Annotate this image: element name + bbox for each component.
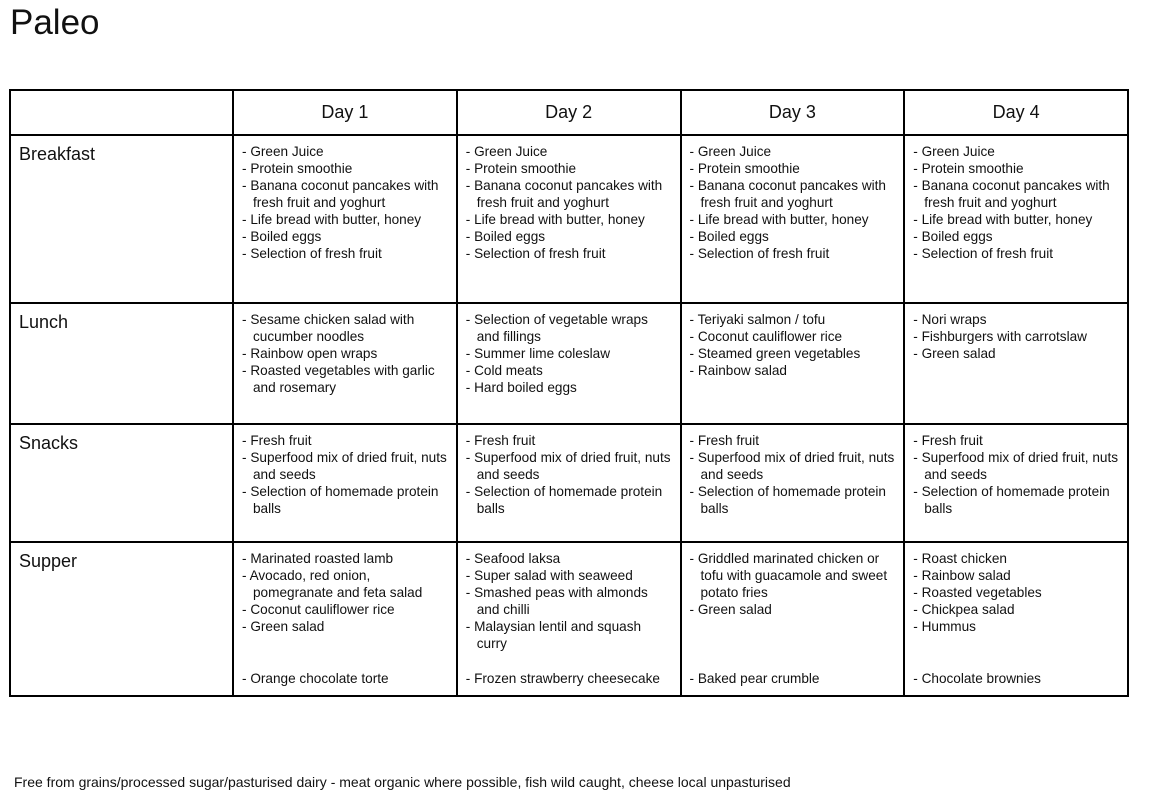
list-item: - Seafood laksa <box>466 550 674 567</box>
list-item: - Green salad <box>913 345 1121 362</box>
list-item: - Fresh fruit <box>690 432 898 449</box>
list-item: - Life bread with butter, honey <box>690 211 898 228</box>
item-list <box>234 543 456 635</box>
item-list <box>905 304 1127 362</box>
list-item: - Nori wraps <box>913 311 1121 328</box>
dessert-item: - Chocolate brownies <box>913 670 1041 687</box>
meal-label: Lunch <box>19 312 69 332</box>
day-header: Day 3 <box>681 90 905 135</box>
list-item: - Superfood mix of dried fruit, nuts and seeds <box>466 449 674 483</box>
item-list <box>682 543 904 618</box>
meal-cell <box>681 303 905 424</box>
list-item: - Rainbow salad <box>690 362 898 379</box>
item-list <box>234 425 456 517</box>
list-item: - Life bread with butter, honey <box>913 211 1121 228</box>
meal-cell <box>681 424 905 542</box>
list-item: - Selection of homemade protein balls <box>466 483 674 517</box>
list-item: - Green Juice <box>242 143 450 160</box>
list-item: - Banana coconut pancakes with fresh fruit and yoghurt <box>242 177 450 211</box>
meal-label: Supper <box>19 551 78 571</box>
list-item: - Chickpea salad <box>913 601 1121 618</box>
list-item: - Roast chicken <box>913 550 1121 567</box>
meal-cell <box>457 303 681 424</box>
list-item: - Super salad with seaweed <box>466 567 674 584</box>
list-item: - Malaysian lentil and squash curry <box>466 618 674 652</box>
list-item: - Marinated roasted lamb <box>242 550 450 567</box>
list-item: - Roasted vegetables with garlic and rosemary <box>242 362 450 396</box>
day-header: Day 2 <box>457 90 681 135</box>
list-item: - Selection of fresh fruit <box>913 245 1121 262</box>
list-item: - Banana coconut pancakes with fresh fruit and yoghurt <box>690 177 898 211</box>
list-item: - Selection of vegetable wraps and fillings <box>466 311 674 345</box>
list-item: - Steamed green vegetables <box>690 345 898 362</box>
table-row-lunch <box>10 303 1128 424</box>
meal-label: Snacks <box>19 433 79 453</box>
item-list <box>682 425 904 517</box>
meal-cell <box>233 135 457 303</box>
list-item: - Green Juice <box>466 143 674 160</box>
list-item: - Green Juice <box>913 143 1121 160</box>
meal-cell <box>233 303 457 424</box>
meal-cell <box>457 424 681 542</box>
meal-cell <box>681 135 905 303</box>
list-item: - Banana coconut pancakes with fresh fruit and yoghurt <box>466 177 674 211</box>
header-row <box>10 90 1128 135</box>
item-list <box>905 425 1127 517</box>
table-row-snacks <box>10 424 1128 542</box>
list-item: - Fresh fruit <box>913 432 1121 449</box>
list-item: - Selection of homemade protein balls <box>690 483 898 517</box>
meal-cell <box>233 542 457 696</box>
list-item: - Selection of homemade protein balls <box>242 483 450 517</box>
meal-cell <box>904 135 1128 303</box>
list-item: - Banana coconut pancakes with fresh fruit and yoghurt <box>913 177 1121 211</box>
day-header: Day 1 <box>233 90 457 135</box>
list-item: - Hard boiled eggs <box>466 379 674 396</box>
item-list <box>905 543 1127 635</box>
list-item: - Rainbow salad <box>913 567 1121 584</box>
item-list <box>234 136 456 262</box>
list-item: - Rainbow open wraps <box>242 345 450 362</box>
item-list <box>458 304 680 396</box>
list-item: - Fresh fruit <box>242 432 450 449</box>
item-list <box>458 543 680 652</box>
meal-label: Breakfast <box>19 144 96 164</box>
list-item: - Green salad <box>242 618 450 635</box>
list-item: - Coconut cauliflower rice <box>242 601 450 618</box>
list-item: - Selection of fresh fruit <box>242 245 450 262</box>
list-item: - Summer lime coleslaw <box>466 345 674 362</box>
item-list <box>458 136 680 262</box>
footer-note: Free from grains/processed sugar/pasturised dairy - meat organic where possible, fish wild caught, cheese local unpasturised <box>14 774 791 790</box>
list-item: - Superfood mix of dried fruit, nuts and seeds <box>913 449 1121 483</box>
list-item: - Green Juice <box>690 143 898 160</box>
list-item: - Coconut cauliflower rice <box>690 328 898 345</box>
meal-label-cell <box>10 542 233 696</box>
meal-cell <box>457 135 681 303</box>
list-item: - Sesame chicken salad with cucumber noodles <box>242 311 450 345</box>
meal-label-cell <box>10 303 233 424</box>
list-item: - Fishburgers with carrotslaw <box>913 328 1121 345</box>
meal-cell <box>904 303 1128 424</box>
list-item: - Cold meats <box>466 362 674 379</box>
item-list <box>682 304 904 379</box>
list-item: - Protein smoothie <box>913 160 1121 177</box>
meal-cell <box>457 542 681 696</box>
list-item: - Life bread with butter, honey <box>242 211 450 228</box>
dessert-item: - Baked pear crumble <box>690 670 820 687</box>
list-item: - Green salad <box>690 601 898 618</box>
list-item: - Protein smoothie <box>466 160 674 177</box>
meal-cell <box>233 424 457 542</box>
table-row-supper <box>10 542 1128 696</box>
meal-cell <box>904 424 1128 542</box>
list-item: - Selection of fresh fruit <box>466 245 674 262</box>
meal-label-cell <box>10 135 233 303</box>
meal-cell <box>681 542 905 696</box>
dessert-item: - Frozen strawberry cheesecake <box>466 670 660 687</box>
page-title: Paleo <box>10 3 100 42</box>
list-item: - Teriyaki salmon / tofu <box>690 311 898 328</box>
list-item: - Superfood mix of dried fruit, nuts and seeds <box>242 449 450 483</box>
list-item: - Boiled eggs <box>466 228 674 245</box>
dessert-item: - Orange chocolate torte <box>242 670 389 687</box>
list-item: - Fresh fruit <box>466 432 674 449</box>
list-item: - Hummus <box>913 618 1121 635</box>
list-item: - Life bread with butter, honey <box>466 211 674 228</box>
corner-cell <box>10 90 233 135</box>
list-item: - Superfood mix of dried fruit, nuts and seeds <box>690 449 898 483</box>
meal-cell <box>904 542 1128 696</box>
list-item: - Selection of homemade protein balls <box>913 483 1121 517</box>
list-item: - Protein smoothie <box>690 160 898 177</box>
list-item: - Boiled eggs <box>690 228 898 245</box>
list-item: - Boiled eggs <box>242 228 450 245</box>
item-list <box>905 136 1127 262</box>
item-list <box>234 304 456 396</box>
day-header: Day 4 <box>904 90 1128 135</box>
meal-label-cell <box>10 424 233 542</box>
list-item: - Smashed peas with almonds and chilli <box>466 584 674 618</box>
table-row-breakfast <box>10 135 1128 303</box>
list-item: - Boiled eggs <box>913 228 1121 245</box>
list-item: - Avocado, red onion, pomegranate and feta salad <box>242 567 450 601</box>
meal-plan-table <box>9 89 1129 697</box>
list-item: - Griddled marinated chicken or tofu with guacamole and sweet potato fries <box>690 550 898 601</box>
item-list <box>458 425 680 517</box>
list-item: - Selection of fresh fruit <box>690 245 898 262</box>
list-item: - Protein smoothie <box>242 160 450 177</box>
list-item: - Roasted vegetables <box>913 584 1121 601</box>
item-list <box>682 136 904 262</box>
